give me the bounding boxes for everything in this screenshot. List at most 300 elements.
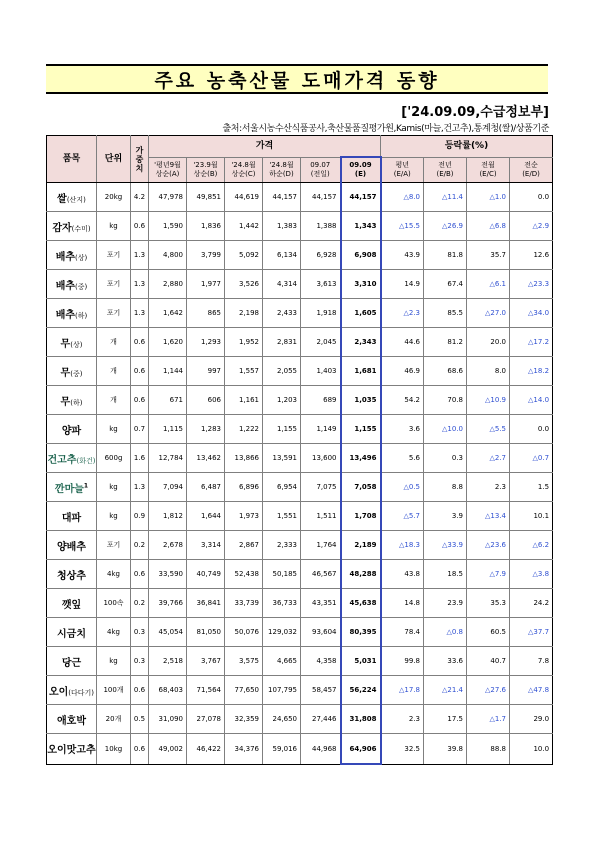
price-cell: 3,613 [301,270,341,299]
price-cell: 44,619 [225,183,263,212]
change-rate-cell: △2.7 [467,444,510,473]
change-rate-cell: 12.6 [510,241,553,270]
change-rate-cell: 3.9 [424,502,467,531]
current-price-cell: 1,155 [341,415,381,444]
change-rate-cell: 70.8 [424,386,467,415]
price-cell: 3,767 [187,647,225,676]
price-cell: 1,551 [263,502,301,531]
item-name: 깻잎 [61,599,82,611]
item-name: 청상추 [57,570,86,582]
change-rate-cell: 46.9 [381,357,424,386]
current-price-cell: 1,035 [341,386,381,415]
weight-cell: 1.3 [131,270,149,299]
current-price-cell: 64,906 [341,734,381,765]
price-cell: 6,954 [263,473,301,502]
item-name: 시금치 [57,628,86,640]
header-price-col [225,157,263,183]
item-name-cell [47,531,97,560]
current-price-cell: 80,395 [341,618,381,647]
price-cell: 13,591 [263,444,301,473]
change-rate-cell: △0.5 [381,473,424,502]
change-rate-cell: 2.3 [381,705,424,734]
weight-cell: 1.3 [131,299,149,328]
price-cell: 93,604 [301,618,341,647]
item-name: 당근 [61,657,82,669]
change-rate-cell: △47.8 [510,676,553,705]
change-rate-cell: 99.8 [381,647,424,676]
price-cell: 44,157 [301,183,341,212]
current-price-cell: 56,224 [341,676,381,705]
weight-cell: 0.6 [131,560,149,589]
price-cell: 77,650 [225,676,263,705]
change-rate-cell: △3.8 [510,560,553,589]
table-row [47,647,553,676]
price-cell: 1,764 [301,531,341,560]
current-price-cell: 44,157 [341,183,381,212]
table-row [47,183,553,212]
change-rate-cell: 85.5 [424,299,467,328]
item-name: 오이 [48,686,69,698]
price-cell: 45,054 [149,618,187,647]
price-cell: 3,575 [225,647,263,676]
current-price-cell: 45,638 [341,589,381,618]
unit-cell: 개 [97,357,131,386]
unit-cell: 100개 [97,676,131,705]
item-grade: (수미) [71,224,91,233]
unit-cell: 포기 [97,299,131,328]
change-rate-cell: △21.4 [424,676,467,705]
header-price-col [301,157,341,183]
unit-cell: 100속 [97,589,131,618]
price-cell: 1,977 [187,270,225,299]
weight-cell: 0.6 [131,328,149,357]
price-cell: 50,076 [225,618,263,647]
price-cell: 3,799 [187,241,225,270]
item-grade: (상) [70,340,83,349]
change-rate-cell: 8.0 [467,357,510,386]
price-cell: 33,590 [149,560,187,589]
price-cell: 1,836 [187,212,225,241]
item-grade: (화건) [76,456,96,465]
price-cell: 1,283 [187,415,225,444]
weight-cell: 0.6 [131,386,149,415]
header-price-col-line2: (전일) [310,169,330,178]
item-name-cell [47,589,97,618]
change-rate-cell: △6.8 [467,212,510,241]
item-name: 오이맛고추 [47,745,96,757]
weight-cell: 4.2 [131,183,149,212]
price-cell: 1,590 [149,212,187,241]
item-name-cell [47,647,97,676]
change-rate-cell: △34.0 [510,299,553,328]
price-cell: 107,795 [263,676,301,705]
header-weight: 가중치 [131,136,149,183]
item-name-cell [47,618,97,647]
change-rate-cell: △2.3 [381,299,424,328]
price-cell: 1,442 [225,212,263,241]
item-name-cell [47,299,97,328]
change-rate-cell: 40.7 [467,647,510,676]
change-rate-cell: △15.5 [381,212,424,241]
change-rate-cell: △6.2 [510,531,553,560]
price-cell: 71,564 [187,676,225,705]
header-rate-col-line1: 전순 [524,160,538,169]
unit-cell: 포기 [97,531,131,560]
price-cell: 44,968 [301,734,341,765]
weight-cell: 0.6 [131,357,149,386]
item-name-cell [47,705,97,734]
change-rate-cell: 88.8 [467,734,510,765]
change-rate-cell: 0.0 [510,415,553,444]
change-rate-cell: △5.5 [467,415,510,444]
item-name-cell [47,676,97,705]
unit-cell: 600g [97,444,131,473]
current-price-cell: 48,288 [341,560,381,589]
change-rate-cell: 78.4 [381,618,424,647]
price-cell: 33,739 [225,589,263,618]
price-cell: 865 [187,299,225,328]
price-cell: 2,198 [225,299,263,328]
change-rate-cell: 2.3 [467,473,510,502]
table-row [47,270,553,299]
price-cell: 44,157 [263,183,301,212]
change-rate-cell: 14.9 [381,270,424,299]
current-price-cell: 3,310 [341,270,381,299]
source-note: 출처:서울시농수산식품공사,축산물품질평가원,Kamis(마늘,건고추),통계청(쌀)/상품기준 [222,124,549,134]
header-price-col-line1: '23.9월 [193,160,218,169]
price-cell: 5,092 [225,241,263,270]
item-name: 양배추 [57,541,86,553]
item-name: 감자 [52,222,72,234]
price-cell: 689 [301,386,341,415]
item-name-cell [47,183,97,212]
item-name-cell [47,241,97,270]
change-rate-cell: 43.8 [381,560,424,589]
weight-cell: 1.3 [131,241,149,270]
price-cell: 36,733 [263,589,301,618]
header-rate-col-line2: (E/B) [436,169,454,178]
header-rate-col-line2: (E/D) [522,169,540,178]
table-row [47,734,553,765]
change-rate-cell: △37.7 [510,618,553,647]
header-item: 품목 [47,136,97,183]
change-rate-cell: △6.1 [467,270,510,299]
change-rate-cell: △7.9 [467,560,510,589]
item-name-cell [47,415,97,444]
price-cell: 49,851 [187,183,225,212]
table-row [47,415,553,444]
price-cell: 49,002 [149,734,187,765]
current-price-cell: 6,908 [341,241,381,270]
change-rate-cell: 35.3 [467,589,510,618]
change-rate-cell: 5.6 [381,444,424,473]
current-price-cell: 1,605 [341,299,381,328]
current-price-cell: 7,058 [341,473,381,502]
item-name-cell [47,734,97,765]
item-name: 무 [60,396,71,408]
price-cell: 3,314 [187,531,225,560]
item-name: 배추 [55,251,76,263]
change-rate-cell: 24.2 [510,589,553,618]
price-cell: 27,446 [301,705,341,734]
change-rate-cell: 14.8 [381,589,424,618]
price-cell: 13,600 [301,444,341,473]
change-rate-cell: △11.4 [424,183,467,212]
current-price-cell: 5,031 [341,647,381,676]
change-rate-cell: △10.9 [467,386,510,415]
table-row [47,212,553,241]
price-cell: 2,831 [263,328,301,357]
header-price-col [263,157,301,183]
item-footnote-mark: 1 [83,482,89,490]
price-cell: 6,928 [301,241,341,270]
weight-cell: 0.3 [131,647,149,676]
price-cell: 1,812 [149,502,187,531]
change-rate-cell: △27.0 [467,299,510,328]
header-price-col-line1: 09.09 [349,161,372,169]
item-grade: (산지) [66,195,86,204]
current-price-cell: 2,343 [341,328,381,357]
item-name: 쌀 [57,193,67,205]
weight-cell: 0.2 [131,589,149,618]
change-rate-cell: 7.8 [510,647,553,676]
current-price-cell: 13,496 [341,444,381,473]
weight-cell: 0.3 [131,618,149,647]
item-name-cell [47,212,97,241]
header-rate-col [424,157,467,183]
price-cell: 13,462 [187,444,225,473]
change-rate-cell: 54.2 [381,386,424,415]
price-cell: 1,144 [149,357,187,386]
change-rate-cell: △17.2 [510,328,553,357]
header-rate-col [381,157,424,183]
page-title [46,64,548,94]
unit-cell: 개 [97,386,131,415]
price-cell: 2,045 [301,328,341,357]
header-rate-col-line1: 평년 [395,160,410,169]
change-rate-cell: 3.6 [381,415,424,444]
price-cell: 1,388 [301,212,341,241]
price-cell: 2,433 [263,299,301,328]
header-price-col-line2: 상순(A) [155,169,180,178]
header-price-col-line2: (E) [354,170,367,178]
price-cell: 2,880 [149,270,187,299]
header-rate-col [467,157,510,183]
header-price-col-line1: 09.07 [310,160,331,169]
price-cell: 1,222 [225,415,263,444]
header-price-col [341,157,381,183]
weight-cell: 0.7 [131,415,149,444]
price-cell: 1,203 [263,386,301,415]
price-cell: 81,050 [187,618,225,647]
price-cell: 1,918 [301,299,341,328]
price-cell: 24,650 [263,705,301,734]
price-cell: 1,149 [301,415,341,444]
current-price-cell: 1,343 [341,212,381,241]
change-rate-cell: 33.6 [424,647,467,676]
change-rate-cell: 8.8 [424,473,467,502]
change-rate-cell: 29.0 [510,705,553,734]
item-name-cell [47,560,97,589]
table-row [47,502,553,531]
price-cell: 43,351 [301,589,341,618]
header-price-col [149,157,187,183]
change-rate-cell: △8.0 [381,183,424,212]
change-rate-cell: △0.8 [424,618,467,647]
unit-cell: kg [97,647,131,676]
item-name: 무 [60,367,71,379]
header-rate-col-line2: (E/C) [479,169,497,178]
item-name: 건고추 [47,454,77,466]
item-grade: (상) [75,253,88,262]
change-rate-cell: 0.3 [424,444,467,473]
price-cell: 36,841 [187,589,225,618]
price-cell: 52,438 [225,560,263,589]
price-cell: 1,115 [149,415,187,444]
weight-cell: 1.6 [131,444,149,473]
item-name: 배추 [55,309,76,321]
price-cell: 50,185 [263,560,301,589]
change-rate-cell: 23.9 [424,589,467,618]
unit-cell: 4kg [97,560,131,589]
unit-cell: kg [97,473,131,502]
header-price-col-line2: 하순(D) [269,169,294,178]
unit-cell: 개 [97,328,131,357]
header-price-col-line1: '24.8월 [269,160,294,169]
change-rate-cell: 68.6 [424,357,467,386]
price-cell: 1,293 [187,328,225,357]
item-grade: (중) [70,369,83,378]
change-rate-cell: 39.8 [424,734,467,765]
price-cell: 606 [187,386,225,415]
change-rate-cell: 10.1 [510,502,553,531]
change-rate-cell: 32.5 [381,734,424,765]
price-cell: 6,487 [187,473,225,502]
item-name-cell [47,502,97,531]
price-cell: 4,800 [149,241,187,270]
item-name: 대파 [61,512,82,524]
item-name: 애호박 [57,715,86,727]
price-cell: 46,567 [301,560,341,589]
price-cell: 39,766 [149,589,187,618]
price-cell: 13,866 [225,444,263,473]
header-price-group: 가격 [149,136,381,158]
change-rate-cell: △10.0 [424,415,467,444]
price-cell: 1,403 [301,357,341,386]
item-grade: (하) [70,398,83,407]
change-rate-cell: △14.0 [510,386,553,415]
price-cell: 31,090 [149,705,187,734]
price-cell: 7,075 [301,473,341,502]
change-rate-cell: 81.2 [424,328,467,357]
table-row [47,328,553,357]
unit-cell: 포기 [97,270,131,299]
unit-cell: kg [97,415,131,444]
price-cell: 32,359 [225,705,263,734]
change-rate-cell: △18.3 [381,531,424,560]
price-cell: 1,155 [263,415,301,444]
price-cell: 46,422 [187,734,225,765]
price-cell: 6,896 [225,473,263,502]
change-rate-cell: 35.7 [467,241,510,270]
change-rate-cell: △23.3 [510,270,553,299]
change-rate-cell: 43.9 [381,241,424,270]
weight-cell: 0.6 [131,734,149,765]
header-rate-col-line1: 전년 [438,160,452,169]
table-row [47,357,553,386]
change-rate-cell: 18.5 [424,560,467,589]
price-cell: 4,314 [263,270,301,299]
change-rate-cell: △1.7 [467,705,510,734]
price-cell: 3,526 [225,270,263,299]
price-cell: 1,952 [225,328,263,357]
unit-cell: kg [97,502,131,531]
change-rate-cell: 10.0 [510,734,553,765]
weight-cell: 1.3 [131,473,149,502]
report-date: ['24.09.09,수급정보부] [401,105,549,120]
table-row [47,241,553,270]
change-rate-cell: 0.0 [510,183,553,212]
weight-cell: 0.5 [131,705,149,734]
header-rate-col-line1: 전월 [481,160,495,169]
price-cell: 1,644 [187,502,225,531]
item-name-cell [47,328,97,357]
item-grade: (중) [75,282,88,291]
table-row [47,560,553,589]
price-cell: 1,642 [149,299,187,328]
price-cell: 1,511 [301,502,341,531]
table-row [47,299,553,328]
price-cell: 27,078 [187,705,225,734]
header-rate-col-line2: (E/A) [393,169,411,178]
unit-cell: 10kg [97,734,131,765]
header-price-col-line2: 상순(B) [193,169,218,178]
table-row [47,531,553,560]
change-rate-cell: △27.6 [467,676,510,705]
price-cell: 1,383 [263,212,301,241]
header-price-col-line1: '평년9월 [154,160,181,169]
price-cell: 671 [149,386,187,415]
header-rate-col [510,157,553,183]
price-cell: 997 [187,357,225,386]
price-cell: 2,055 [263,357,301,386]
change-rate-cell: △18.2 [510,357,553,386]
item-name: 무 [60,338,71,350]
change-rate-cell: △33.9 [424,531,467,560]
item-name: 양파 [61,425,82,437]
price-cell: 129,032 [263,618,301,647]
change-rate-cell: △13.4 [467,502,510,531]
item-name-cell [47,386,97,415]
change-rate-cell: △2.9 [510,212,553,241]
price-cell: 1,973 [225,502,263,531]
current-price-cell: 2,189 [341,531,381,560]
unit-cell: 20kg [97,183,131,212]
price-cell: 58,457 [301,676,341,705]
unit-cell: 4kg [97,618,131,647]
item-grade: (다다기) [68,688,95,697]
price-cell: 1,557 [225,357,263,386]
price-cell: 40,749 [187,560,225,589]
price-cell: 1,620 [149,328,187,357]
table-row [47,444,553,473]
table-row [47,705,553,734]
price-cell: 59,016 [263,734,301,765]
unit-cell: 포기 [97,241,131,270]
header-price-col-line2: 상순(C) [231,169,256,178]
change-rate-cell: △0.7 [510,444,553,473]
weight-cell: 0.6 [131,212,149,241]
